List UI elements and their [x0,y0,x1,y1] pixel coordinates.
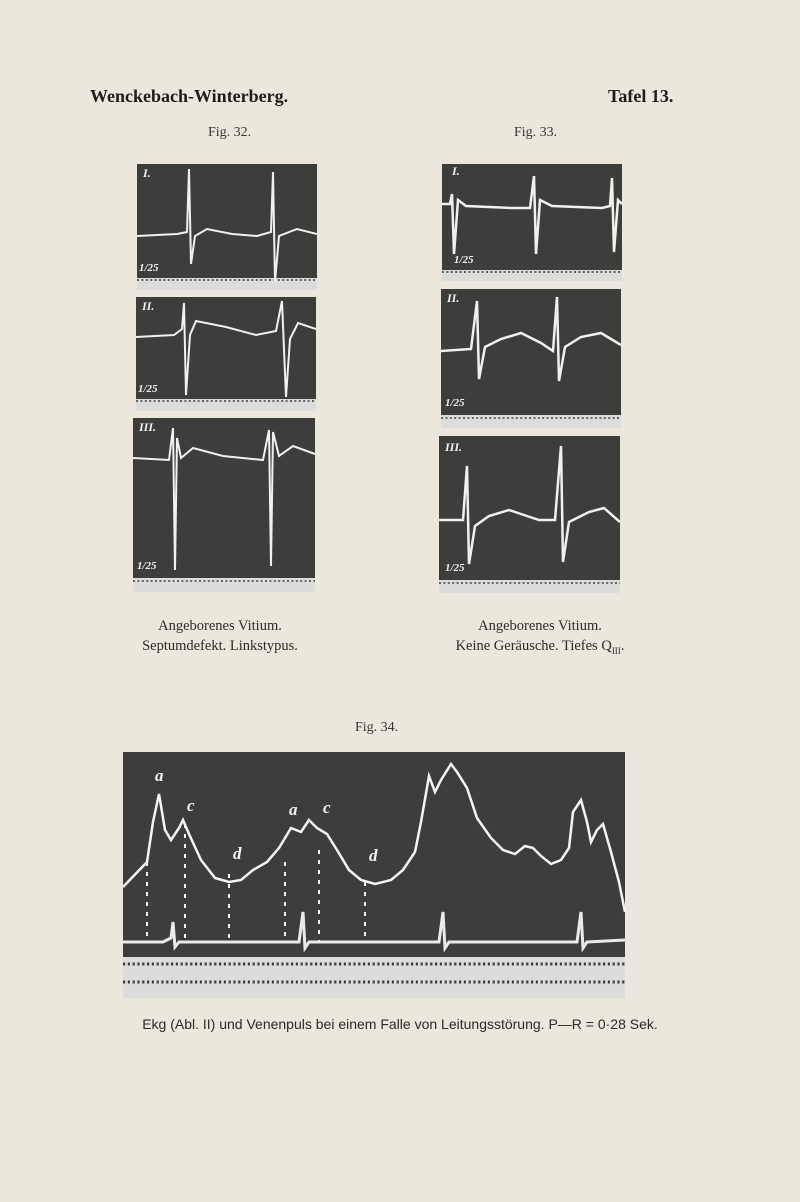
fig32-lead-2-label: II. [142,299,155,313]
fig34-wave-label-d-1: d [233,844,242,863]
header-right-title: Tafel 13. [608,86,674,106]
fig33-caption-line2 [420,636,660,661]
fig33-caption-subscript: III [611,645,621,656]
fig32-lead-2-panel [136,297,316,411]
fig33-lead-3-label: III. [445,440,463,454]
fig33-lead-1-panel [442,164,622,281]
fig33-lead-2-panel [441,289,621,428]
fig33-caption-line1: Angeborenes Vitium. [478,618,602,634]
fig34-wave-label-c-1: c [187,796,195,815]
fig32-lead-2-scale: 1/25 [138,383,158,395]
header-left-title: Wenckebach-Winterberg. [90,86,289,106]
fig34-caption: Ekg (Abl. II) und Venenpuls bei einem Falle von Leitungsstörung. P—R = 0·28 Sek. [142,1016,658,1032]
fig33-lead-3-scale: 1/25 [445,562,465,574]
fig32-caption-line2: Septumdefekt. Linkstypus. [142,638,298,654]
fig33-label: Fig. 33. [514,125,558,140]
fig34-wave-label-a-1: a [155,766,164,785]
fig32-lead-3-panel [133,418,315,592]
fig32-lead-3-label: III. [139,420,157,434]
fig32-lead-3-scale: 1/25 [137,560,157,572]
fig33-lead-2-scale: 1/25 [445,397,465,409]
fig33-lead-1-scale: 1/25 [454,254,474,266]
fig34-label: Fig. 34. [355,720,399,735]
fig33-caption [420,616,660,661]
fig32-label: Fig. 32. [208,125,252,140]
fig33-lead-3-panel [439,436,620,593]
fig32-lead-1-panel [137,164,317,290]
fig33-caption-line2-text: Keine Geräusche. Tiefes Q [455,638,612,654]
fig33-caption-end: . [620,638,625,654]
fig34-wave-label-a-2: a [289,800,298,819]
fig32-lead-1-label: I. [143,166,151,180]
fig34-wave-label-c-2: c [323,798,331,817]
fig34-panel [123,752,625,998]
fig32-lead-1-scale: 1/25 [139,262,159,274]
fig33-lead-2-label: II. [447,291,460,305]
fig32-caption [120,616,320,656]
fig32-caption-line1: Angeborenes Vitium. [158,618,282,634]
fig33-lead-1-label: I. [452,164,460,178]
fig34-wave-label-d-2: d [369,846,378,865]
